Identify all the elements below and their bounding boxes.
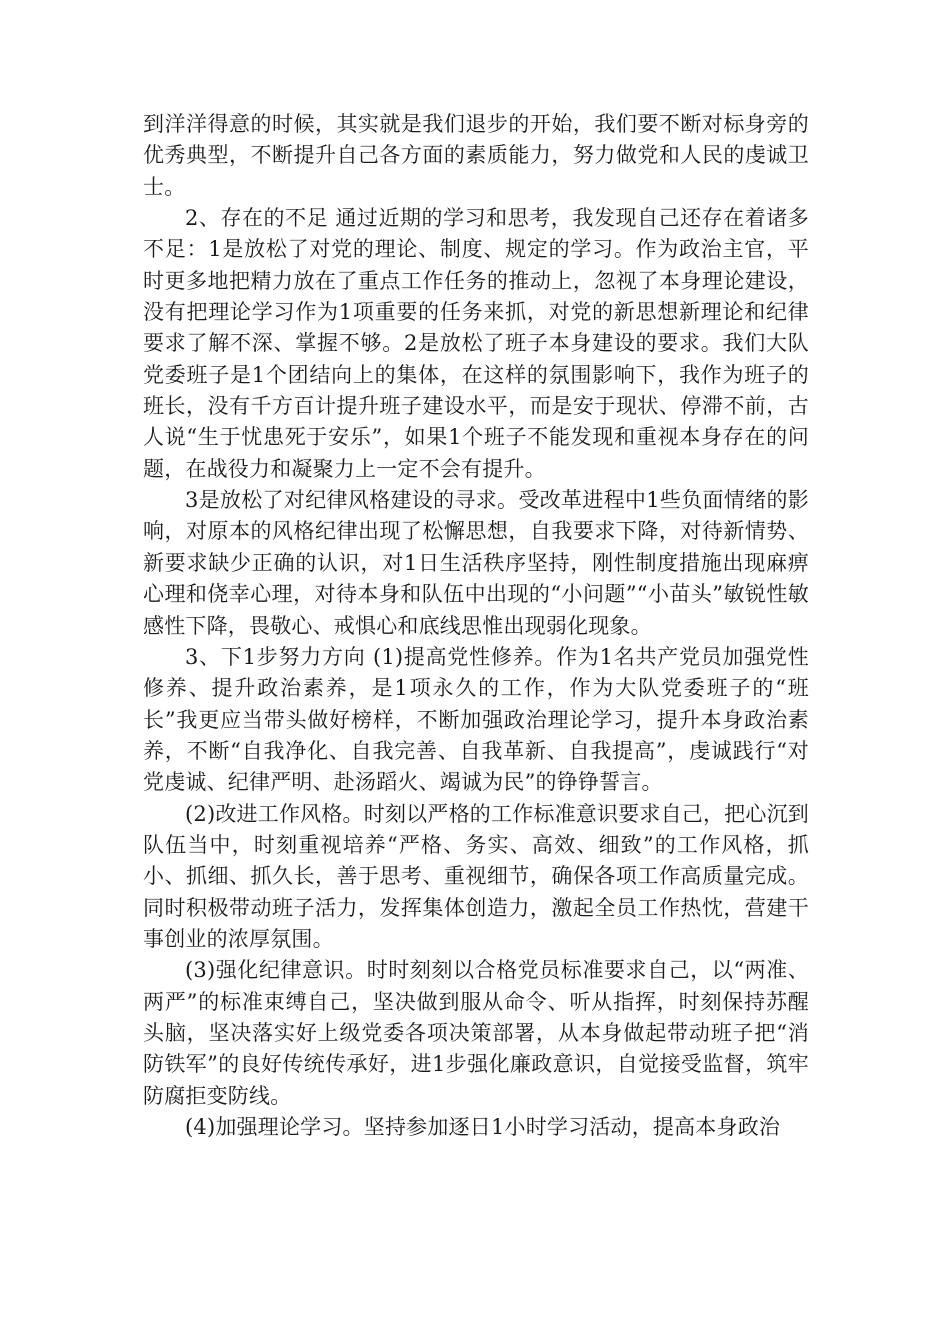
paragraph-continuation: 到洋洋得意的时候，其实就是我们退步的开始，我们要不断对标身旁的优秀典型，不断提升自己各方面的素质能力，努力做党和人民的虔诚卫士。 [143,112,809,199]
paragraph-work-style: (2)改进工作风格。时刻以严格的工作标准意识要求自己，把心沉到队伍当中，时刻重视培养“严格、务实、高效、细致”的工作风格，抓小、抓细、抓久长，善于思考、重视细节，确保各项工作高质量完成。同时积极带动班子活力，发挥集体创造力，激起全员工作热忱，营建干事创业的浓厚氛围。 [143,801,809,951]
paragraph-theory-study: (4)加强理论学习。坚持参加逐日1小时学习活动，提高本身政治 [185,1115,781,1139]
paragraph-next-steps: 3、下1步努力方向 (1)提高党性修养。作为1名共产党员加强党性修养、提升政治素养，是1项永久的工作，作为大队党委班子的“班长”我更应当带头做好榜样，不断加强政治理论学习，提升本身政治素养，不断“自我净化、自我完善、自我革新、自我提高”，虔诚践行“对党虔诚、纪律严明、赴汤蹈火、竭诚为民”的铮铮誓言。 [143,644,809,795]
paragraph-discipline-awareness: (3)强化纪律意识。时时刻刻以合格党员标准要求自己，以“两准、两严”的标准束缚自己，坚决做到服从命令、听从指挥，时刻保持苏醒头脑，坚决落实好上级党委各项决策部署，从本身做起带动班子把“消防铁军”的良好传统传承好，进1步强化廉政意识，自觉接受监督，筑牢防腐拒变防线。 [143,958,809,1108]
paragraph-discipline-style: 3是放松了对纪律风格建设的寻求。受改革进程中1些负面情绪的影响，对原本的风格纪律出现了松懈思想，自我要求下降，对待新情势、新要求缺少正确的认识，对1日生活秩序坚持，刚性制度措施出现麻痹心理和侥幸心理，对待本身和队伍中出现的“小问题”“小苗头”敏锐性敏感性下降，畏敬心、戒惧心和底线思惟出现弱化现象。 [143,488,809,638]
paragraph-shortcomings: 2、存在的不足 通过近期的学习和思考，我发现自己还存在着诸多不足：1是放松了对党的理论、制度、规定的学习。作为政治主官，平时更多地把精力放在了重点工作任务的推动上，忽视了本身理论建设，没有把理论学习作为1项重要的任务来抓，对党的新思想新理论和纪律要求了解不深、掌握不够。2是放松了班子本身建设的要求。我们大队党委班子是1个团结向上的集体，在这样的氛围影响下，我作为班子的班长，没有千方百计提升班子建设水平，而是安于现状、停滞不前，古人说“生于忧患死于安乐”，如果1个班子不能发现和重视本身存在的问题，在战役力和凝聚力上一定不会有提升。 [143,206,809,481]
document-body [143,109,809,1143]
